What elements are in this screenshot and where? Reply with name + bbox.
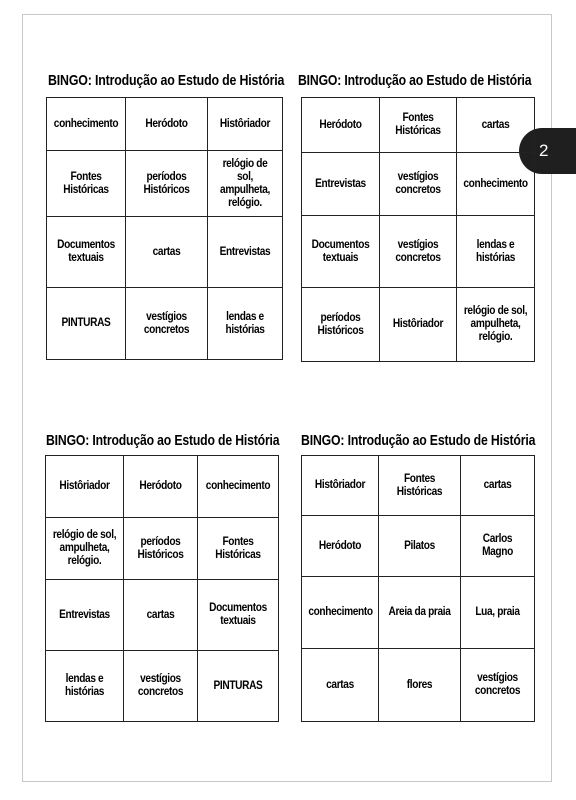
cell-text: Heródoto — [145, 117, 188, 130]
cell-text: Histôriador — [59, 480, 110, 492]
cell-text: flores — [406, 678, 433, 691]
cell-text: Documentos textuais — [311, 238, 370, 264]
grid-cell — [126, 288, 208, 360]
grid-row — [302, 456, 535, 516]
cell-text: Documentos textuais — [57, 239, 115, 264]
cell-text: Entrevistas — [315, 177, 366, 190]
cell-text: cartas — [146, 608, 175, 621]
grid-cell — [302, 153, 380, 216]
grid-cell — [126, 151, 208, 217]
grid-row — [46, 580, 279, 651]
cell-text: Entrevistas — [219, 245, 271, 258]
cell-text: PINTURAS — [213, 679, 263, 692]
grid-cell — [380, 288, 457, 362]
bingo-grid — [301, 97, 535, 362]
cell-text: cartas — [483, 479, 512, 491]
card-title: BINGO: Introdução ao Estudo de História — [46, 432, 280, 449]
grid-row — [302, 649, 535, 722]
grid-cell — [302, 577, 379, 649]
grid-cell — [124, 518, 198, 580]
grid-cell — [379, 577, 461, 649]
bingo-grid — [46, 97, 283, 360]
grid-cell — [46, 456, 124, 518]
card-title: BINGO: Introdução ao Estudo de História — [298, 72, 532, 89]
cell-text: Heródoto — [319, 118, 362, 131]
grid-cell — [380, 98, 457, 153]
cell-text: vestígios concretos — [137, 673, 184, 698]
cell-text: PINTURAS — [61, 317, 111, 329]
bingo-grid — [301, 455, 535, 722]
grid-cell — [302, 516, 379, 577]
grid-cell — [124, 580, 198, 651]
grid-row — [302, 516, 535, 577]
grid-cell — [380, 153, 457, 216]
cell-text: vestígios concretos — [395, 238, 441, 264]
grid-cell — [46, 651, 124, 722]
grid-row — [47, 217, 283, 288]
cell-text: relógio de sol, ampulheta, relógio. — [52, 529, 117, 567]
cell-text: Documentos textuais — [209, 602, 267, 627]
grid-cell — [208, 288, 283, 360]
cell-text: cartas — [326, 678, 354, 691]
grid-cell — [198, 580, 279, 651]
grid-row — [302, 577, 535, 649]
grid-cell — [47, 98, 126, 151]
grid-cell — [457, 153, 535, 216]
cell-text: vestígios concretos — [474, 672, 521, 697]
grid-cell — [302, 288, 380, 362]
grid-row — [302, 98, 535, 153]
cell-text: relógio de sol, ampulheta, relógio. — [220, 157, 270, 209]
cell-text: Carlos Magno — [482, 533, 513, 558]
grid-cell — [198, 456, 279, 518]
grid-cell — [380, 216, 457, 288]
grid-row — [47, 98, 283, 151]
cell-text: períodos Históricos — [317, 311, 364, 337]
grid-cell — [47, 151, 126, 217]
grid-cell — [47, 288, 126, 360]
grid-cell — [379, 649, 461, 722]
cell-text: conhecimento — [53, 117, 119, 130]
grid-cell — [302, 216, 380, 288]
cell-text: relógio de sol, ampulheta, relógio. — [463, 305, 528, 343]
grid-row — [47, 151, 283, 217]
cell-text: Heródoto — [318, 539, 362, 552]
grid-cell — [124, 651, 198, 722]
cell-text: Histôriador — [392, 318, 444, 330]
page-number-badge: 2 — [519, 128, 576, 174]
cell-text: Fontes Históricas — [396, 472, 443, 498]
grid-cell — [302, 456, 379, 516]
cell-text: conhecimento — [205, 480, 271, 492]
grid-row — [46, 456, 279, 518]
grid-cell — [208, 217, 283, 288]
grid-cell — [198, 518, 279, 580]
cell-text: Histôriador — [219, 117, 271, 130]
cell-text: vestígios concretos — [395, 171, 441, 196]
cell-text: Fontes Históricas — [215, 535, 261, 561]
cell-text: vestígios concretos — [143, 310, 190, 336]
grid-row — [47, 288, 283, 360]
grid-row — [46, 518, 279, 580]
grid-row — [302, 153, 535, 216]
cell-text: Fontes Históricas — [395, 112, 441, 137]
grid-cell — [302, 98, 380, 153]
cell-text: conhecimento — [463, 177, 528, 190]
grid-cell — [461, 577, 535, 649]
cell-text: cartas — [152, 245, 181, 258]
cell-text: períodos Históricos — [137, 535, 184, 561]
grid-cell — [379, 456, 461, 516]
grid-cell — [126, 217, 208, 288]
grid-cell — [461, 456, 535, 516]
card-title: BINGO: Introdução ao Estudo de História — [301, 432, 536, 449]
grid-cell — [208, 151, 283, 217]
grid-row — [302, 216, 535, 288]
grid-cell — [46, 580, 124, 651]
card-title: BINGO: Introdução ao Estudo de História — [48, 72, 285, 89]
cell-text: cartas — [481, 118, 510, 131]
cell-text: Entrevistas — [59, 608, 110, 621]
grid-cell — [457, 216, 535, 288]
cell-text: Fontes Históricas — [63, 170, 109, 196]
cell-text: conhecimento — [308, 606, 373, 618]
grid-row — [302, 288, 535, 362]
grid-cell — [457, 98, 535, 153]
grid-cell — [46, 518, 124, 580]
grid-cell — [302, 649, 379, 722]
cell-text: lendas e histórias — [475, 238, 516, 264]
cell-text: Lua, praia — [475, 606, 520, 618]
grid-cell — [47, 217, 126, 288]
bingo-grid — [45, 455, 279, 722]
grid-cell — [198, 651, 279, 722]
cell-text: Pilatos — [404, 539, 435, 552]
grid-row — [46, 651, 279, 722]
cell-text: Histôriador — [314, 479, 366, 491]
grid-cell — [457, 288, 535, 362]
cell-text: Areia da praia — [388, 606, 451, 618]
cell-text: períodos Históricos — [143, 170, 190, 196]
grid-cell — [461, 649, 535, 722]
grid-cell — [379, 516, 461, 577]
grid-cell — [124, 456, 198, 518]
cell-text: lendas e histórias — [225, 310, 265, 336]
cell-text: Heródoto — [139, 480, 182, 492]
grid-cell — [126, 98, 208, 151]
cell-text: lendas e histórias — [64, 673, 105, 698]
grid-cell — [461, 516, 535, 577]
grid-cell — [208, 98, 283, 151]
